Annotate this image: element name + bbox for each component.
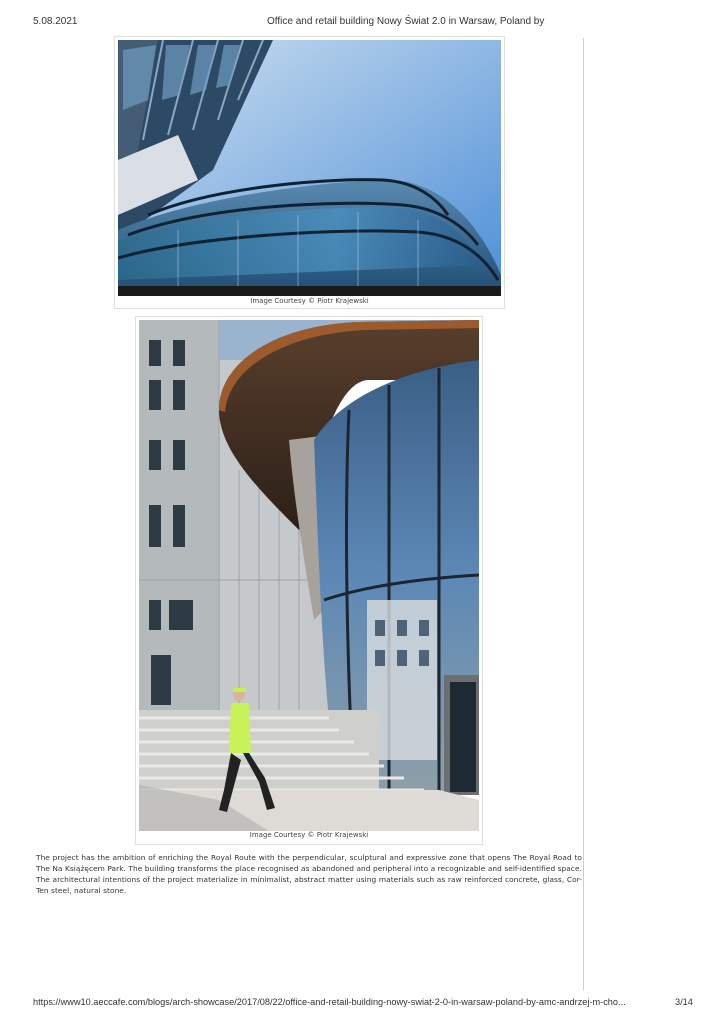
article-paragraph: The project has the ambition of enriching the Royal Route with the perpendicular, sculptural and expressive zone that opens The Royal Road to The Na Książęcem Park. The building transforms the place recognised as abandoned and peripheral into a recognizable and self-identified space. The architectural intentions of the project materialize in minimalist, abstract matter using materials such as raw reinforced concrete, glass, Cor- Ten steel, natural stone. — [36, 853, 582, 895]
photo-glass-facade — [118, 40, 501, 296]
photo-building-corner — [139, 320, 479, 831]
column-divider — [583, 38, 584, 990]
figure-building-corner — [135, 316, 483, 845]
source-url[interactable]: https://www10.aeccafe.com/blogs/arch-showcase/2017/08/22/office-and-retail-building-nowy-swiat-2-0-in-warsaw-poland-by-amc-andrzej-m-cho... — [33, 997, 626, 1007]
page-title: Office and retail building Nowy Świat 2.0 in Warsaw, Poland by — [267, 16, 545, 27]
print-date: 5.08.2021 — [33, 16, 78, 27]
figure-caption: Image Courtesy © Piotr Krajewski — [250, 297, 369, 305]
page-number: 3/14 — [675, 997, 693, 1007]
figure-glass-facade — [114, 36, 505, 309]
figure-caption: Image Courtesy © Piotr Krajewski — [249, 831, 369, 839]
